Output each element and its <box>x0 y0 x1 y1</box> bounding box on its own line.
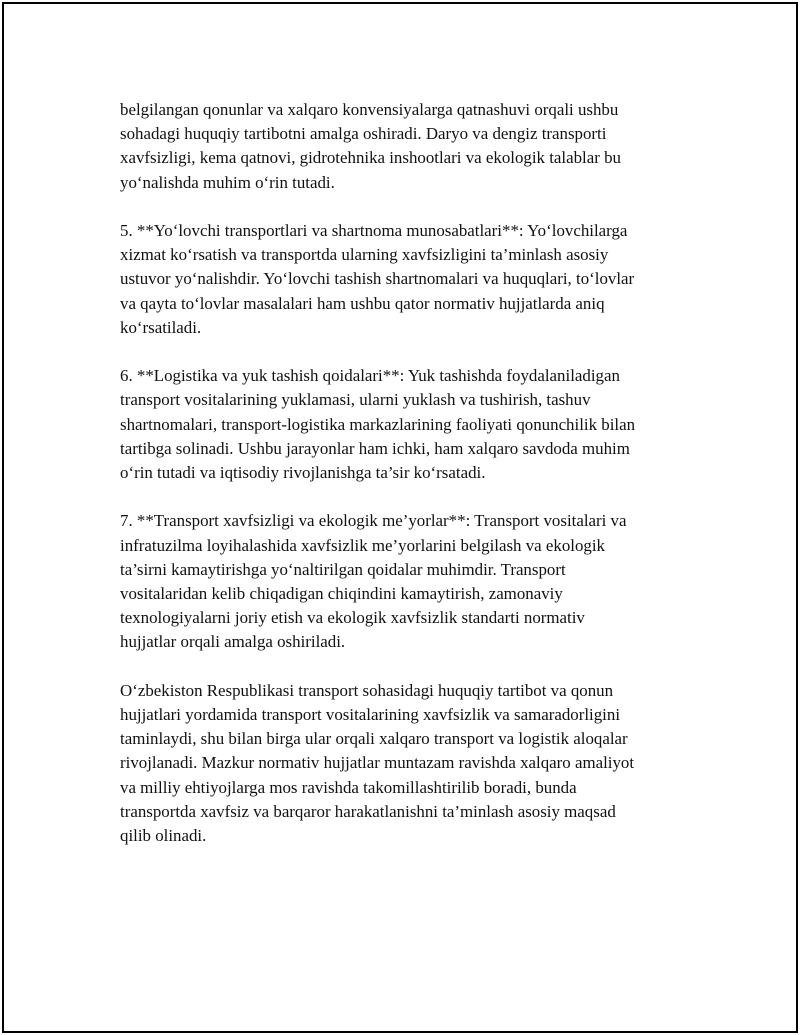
paragraph-conclusion <box>120 679 680 848</box>
text-line: tartibga solinadi. Ushbu jarayonlar ham ichki, ham xalqaro savdoda muhim <box>120 438 630 458</box>
text-line: 7. **Transport xavfsizligi va ekologik me’yorlar**: Transport vositalari va <box>120 511 627 531</box>
text-line: hujjatlari yordamida transport vositalarining xavfsizlik va samaradorligini <box>120 705 621 725</box>
text-line: 6. **Logistika va yuk tashish qoidalari**: Yuk tashishda foydalaniladigan <box>120 366 620 386</box>
text-line: o‘rin tutadi va iqtisodiy rivojlanishga ta’sir ko‘rsatadi. <box>120 463 486 483</box>
text-line: taminlaydi, shu bilan birga ular orqali xalqaro transport va logistik aloqalar <box>120 729 628 749</box>
text-line: xizmat ko‘rsatish va transportda ularning xavfsizligini ta’minlash asosiy <box>120 245 609 265</box>
text-line: transport vositalarining yuklamasi, ularni yuklash va tushirish, tashuv <box>120 390 591 410</box>
text-line: ta’sirni kamaytirishga yo‘naltirilgan qoidalar muhimdir. Transport <box>120 559 566 579</box>
paragraph-item-7-safety-ecology <box>120 509 680 654</box>
text-line: transportda xavfsiz va barqaror harakatlanishni ta’minlash asosiy maqsad <box>120 801 616 821</box>
paragraph-item-6-logistics <box>120 364 680 485</box>
text-line: sohadagi huquqiy tartibotni amalga oshiradi. Daryo va dengiz transporti <box>120 124 607 144</box>
text-line: belgilangan qonunlar va xalqaro konvensiyalarga qatnashuvi orqali ushbu <box>120 100 619 119</box>
text-line: vositalaridan kelib chiqadigan chiqindini kamaytirish, zamonaviy <box>120 584 563 604</box>
text-line: yo‘nalishda muhim o‘rin tutadi. <box>120 172 335 192</box>
document-page <box>2 2 798 1033</box>
text-line: xavfsizligi, kema qatnovi, gidrotehnika inshootlari va ekologik talablar bu <box>120 148 621 168</box>
text-line: 5. **Yo‘lovchi transportlari va shartnoma munosabatlari**: Yo‘lovchilarga <box>120 221 628 240</box>
document-body <box>120 98 680 872</box>
paragraph-item-5-passenger-transport <box>120 219 680 340</box>
text-line: infratuzilma loyihalashida xavfsizlik me’yorlarini belgilash va ekologik <box>120 535 605 555</box>
text-line: ustuvor yo‘nalishdir. Yo‘lovchi tashish shartnomalari va huquqlari, to‘lovlar <box>120 269 635 289</box>
text-line: va qayta to‘lovlar masalalari ham ushbu qator normativ hujjatlarda aniq <box>120 293 605 313</box>
text-line: shartnomalari, transport-logistika markazlarining faoliyati qonunchilik bilan <box>120 414 636 434</box>
text-line: va milliy ehtiyojlarga mos ravishda takomillashtirilib boradi, bunda <box>120 777 577 797</box>
text-line: O‘zbekiston Respublikasi transport sohasidagi huquqiy tartibot va qonun <box>120 680 614 700</box>
paragraph-maritime-transport <box>120 98 680 195</box>
text-line: qilib olinadi. <box>120 826 207 846</box>
text-line: ko‘rsatiladi. <box>120 317 202 337</box>
text-line: hujjatlar orqali amalga oshiriladi. <box>120 632 346 652</box>
text-line: texnologiyalarni joriy etish va ekologik xavfsizlik standarti normativ <box>120 608 585 628</box>
text-line: rivojlanadi. Mazkur normativ hujjatlar muntazam ravishda xalqaro amaliyot <box>120 753 635 773</box>
